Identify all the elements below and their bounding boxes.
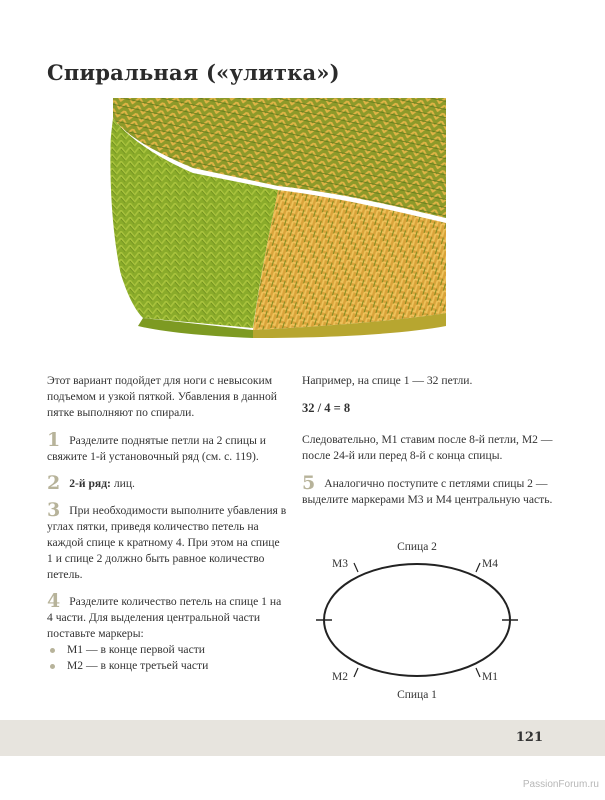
marker-m4-label: М4 bbox=[482, 558, 498, 570]
watermark: PassionForum.ru bbox=[522, 779, 599, 790]
step-4 bbox=[47, 590, 287, 674]
consequence-paragraph: Следовательно, М1 ставим после 8-й петли, М2 — после 24-й или перед 8-й с конца спицы. bbox=[302, 433, 553, 462]
right-column bbox=[302, 373, 564, 518]
intro-paragraph: Этот вариант подойдет для ноги с невысоким подъемом и узкой пяткой. Убавления в данной пятке выполняют по спирали. bbox=[47, 374, 277, 419]
step-text: При необходимости выполните убавления в углах пятки, приведя количество петель на каждой спице к кратному 4. При этом на спице 1 и спице 2 должно быть равное количество петель. bbox=[47, 504, 287, 581]
needle-2-label: Спица 2 bbox=[397, 541, 437, 553]
step-text: Аналогично поступите с петлями спицы 2 — выделите маркерами М3 и М4 центральную часть. bbox=[302, 477, 553, 506]
marker-m4-tick bbox=[476, 563, 480, 572]
list-item: М1 — в конце первой части bbox=[47, 642, 287, 658]
step-number: 5 bbox=[302, 472, 316, 494]
page-number: 121 bbox=[515, 730, 543, 745]
sock-heel-photo bbox=[103, 98, 446, 345]
marker-m2-tick bbox=[354, 668, 358, 677]
formula: 32 / 4 = 8 bbox=[302, 401, 351, 415]
step-bold-label: 2-й ряд: bbox=[69, 477, 111, 490]
step-text: Разделите количество петель на спице 1 на 4 части. Для выделения центральной части поставьте маркеры: bbox=[47, 595, 282, 640]
marker-m1-label: М1 bbox=[482, 671, 498, 683]
step-3 bbox=[47, 499, 287, 583]
step-number: 3 bbox=[47, 499, 61, 521]
step-text: Разделите поднятые петли на 2 спицы и свяжите 1-й установочный ряд (см. с. 119). bbox=[47, 434, 266, 463]
list-item: М2 — в конце третьей части bbox=[47, 658, 287, 674]
footer-band bbox=[0, 720, 605, 756]
step-text: лиц. bbox=[113, 477, 135, 490]
marker-m1-tick bbox=[476, 668, 480, 677]
heel-oval bbox=[324, 564, 510, 676]
marker-list bbox=[47, 642, 287, 674]
step-number: 4 bbox=[47, 590, 61, 612]
marker-m3-label: М3 bbox=[332, 558, 348, 570]
step-number: 2 bbox=[47, 472, 61, 494]
left-column bbox=[47, 373, 287, 684]
marker-m3-tick bbox=[354, 563, 358, 572]
needle-marker-diagram bbox=[310, 538, 524, 703]
step-1 bbox=[47, 429, 287, 465]
example-paragraph: Например, на спице 1 — 32 петли. bbox=[302, 374, 473, 387]
needle-1-label: Спица 1 bbox=[397, 689, 437, 701]
marker-m2-label: М2 bbox=[332, 671, 348, 683]
page-title: Спиральная («улитка») bbox=[47, 60, 340, 85]
step-number: 1 bbox=[47, 429, 61, 451]
step-5 bbox=[302, 472, 564, 508]
step-2 bbox=[47, 472, 287, 494]
